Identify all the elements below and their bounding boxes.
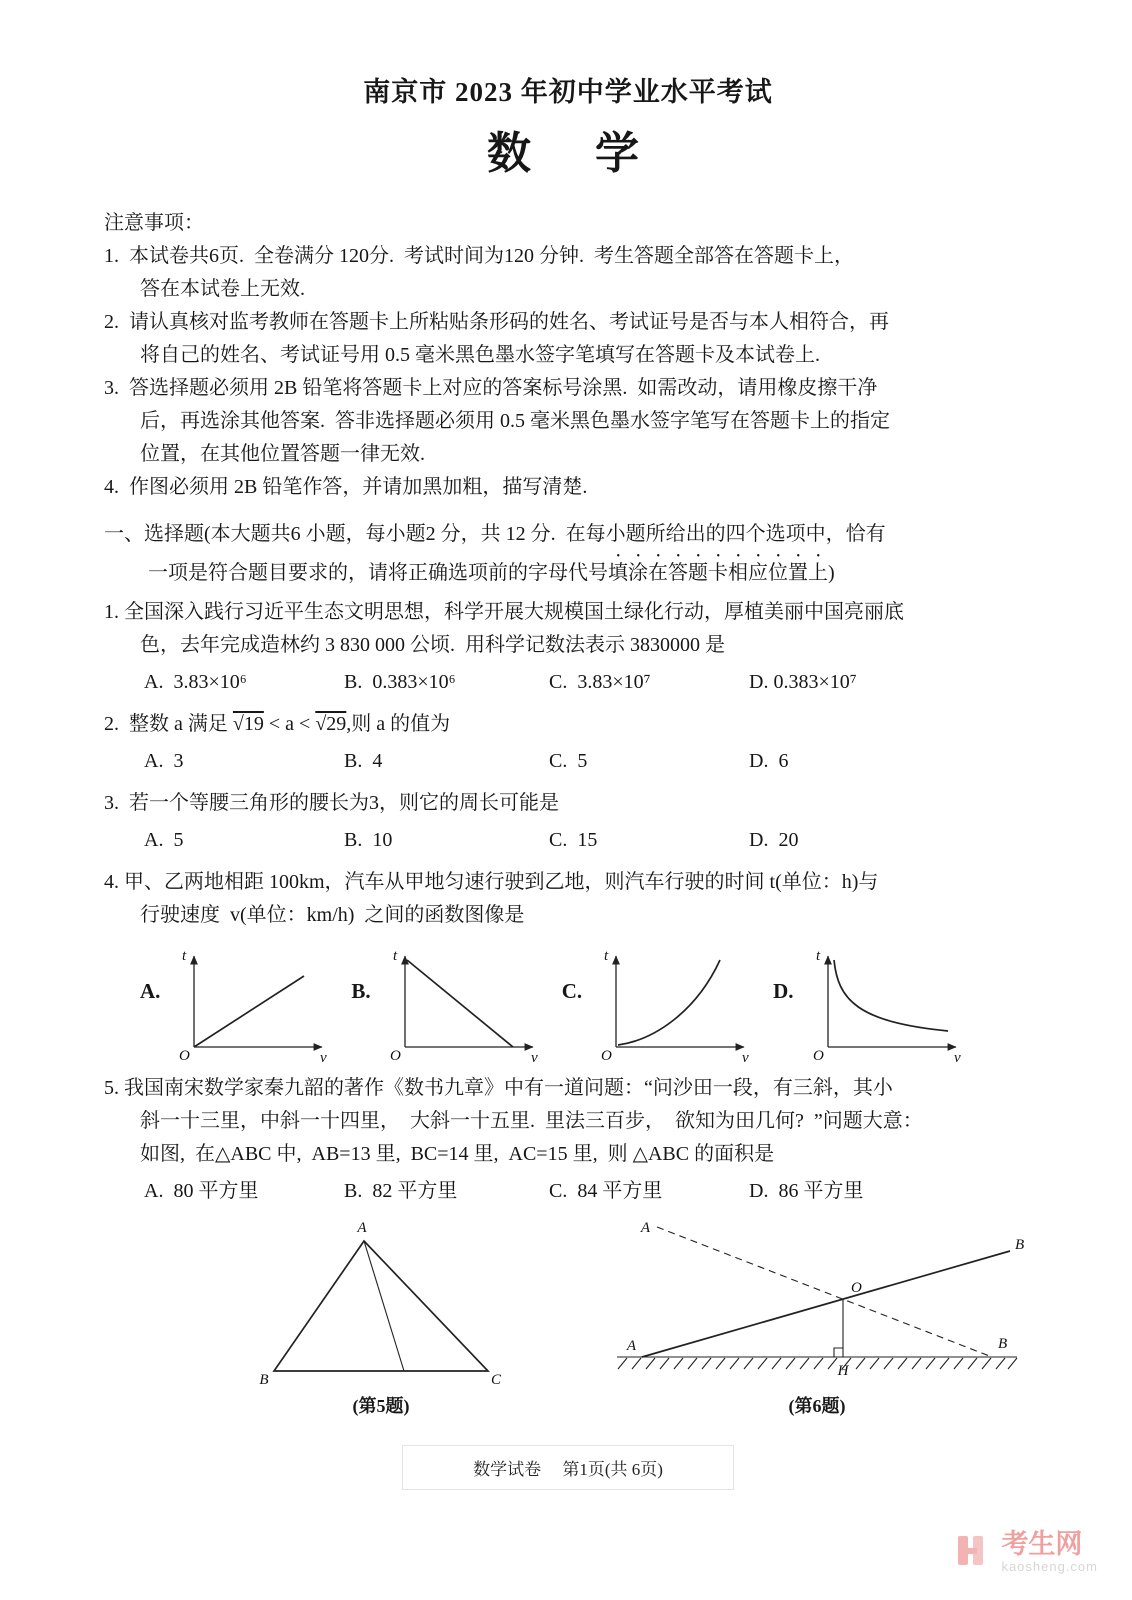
watermark-brand: 考生网 [1001,1529,1083,1559]
q4-graph-option-b [351,944,547,1066]
triangle-vertex-b-label: B [259,1372,269,1388]
figure-question-6 [602,1219,1032,1419]
fig6-point-a-bottom-label: A [626,1338,636,1354]
notice-3-line-2: 后，再选涂其他答案. 答非选择题必须用 0.5 毫米黑色墨水签字笔写在答题卡上的指定 [140,410,890,432]
fig6-point-b-top-label: B [1015,1237,1025,1253]
watermark-text [1001,1529,1098,1574]
origin-label: O [389,1048,401,1064]
convex-increasing-graph [584,944,759,1066]
v-axis-label: v [953,1050,961,1066]
q2-option-d: D. 6 [749,750,789,772]
q1-option-a: A. 3.83×10⁶ [144,671,247,693]
fig6-point-o-label: O [851,1280,862,1296]
question-1-text-line-1: 1. 全国深入践行习近平生态文明思想，科学开展大规模国土绿化行动，厚植美丽中国亮丽底 [104,601,904,623]
q1-option-d: D. 0.383×10⁷ [749,671,857,693]
section-1-heading-emphasized: 填涂在答题卡相应位置上 [608,562,828,584]
section-1-heading-line-2 [104,551,1032,590]
q4-graph-d-label: D. [773,978,794,1003]
question-4-text-line-2: 行驶速度 v(单位：km/h) 之间的函数图像是 [140,904,525,926]
figure-question-5 [256,1219,506,1419]
q4-graph-b-label: B. [351,978,371,1003]
q4-graph-c-label: C. [561,978,583,1003]
question-1-text-line-2: 色，去年完成造林约 3 830 000 公顷. 用科学记数法表示 3830000 是 [140,634,725,656]
section-1-heading-close: ) [828,562,835,584]
origin-label: O [179,1048,191,1064]
question-3-text: 3. 若一个等腰三角形的腰长为3，则它的周长可能是 [104,792,559,814]
origin-label: O [601,1048,612,1064]
notice-2-line-1: 2. 请认真核对监考教师在答题卡上所粘贴条形码的姓名、考试证号是否与本人相符合，再 [104,311,889,333]
notice-1-line-1: 1. 本试卷共6页. 全卷满分 120分. 考试时间为120 分钟. 考生答题全部答在答题卡上， [104,245,854,267]
question-2-options [104,741,1032,781]
question-1 [104,596,1032,702]
figure-6-caption: (第6题) [788,1396,846,1416]
q3-option-a: A. 5 [144,829,184,851]
q4-graph-option-d [773,944,970,1066]
section-1-heading-part: 一项是符合题目要求的，请将正确选项前的字母代号 [148,562,608,584]
q5-option-c: C. 84 平方里 [549,1180,663,1202]
v-axis-label: v [320,1050,328,1066]
question-3-options [104,820,1032,860]
question-1-options [104,662,1032,702]
q5-option-a: A. 80 平方里 [144,1180,259,1202]
notice-4-line-1: 4. 作图必须用 2B 铅笔作答，并请加黑加粗，描写清楚. [104,476,588,498]
origin-label: O [812,1048,824,1064]
q2-option-c: C. 5 [549,750,588,772]
linear-decreasing-graph [373,944,548,1066]
question-5-options [104,1171,1032,1211]
figure-5-caption: (第5题) [352,1396,410,1416]
t-axis-label: t [392,948,397,964]
sqrt-29-expression: √29 [315,713,347,735]
v-axis-label: v [530,1050,538,1066]
q2-text-suffix: ,则 a 的值为 [346,713,451,735]
triangle-abc-figure [256,1219,506,1387]
q2-text-prefix: 2. 整数 a 满足 [104,713,233,735]
t-axis-label: t [815,948,820,964]
fig6-point-b-bottom-label: B [998,1336,1008,1352]
q1-option-c: C. 3.83×10⁷ [549,671,651,693]
question-5 [104,1072,1032,1211]
watermark-domain: kaosheng.com [1001,1559,1098,1574]
notice-3-line-1: 3. 答选择题必须用 2B 铅笔将答题卡上对应的答案标号涂黑. 如需改动，请用橡皮擦干净 [104,377,878,399]
sqrt-19-expression: √19 [232,713,264,735]
v-axis-label: v [742,1050,749,1066]
notice-2-line-2: 将自己的姓名、考试证号用 0.5 毫米黑色墨水签字笔填写在答题卡及本试卷上. [140,344,820,366]
kaosheng-watermark [956,1529,1098,1574]
q2-option-b: B. 4 [344,750,383,772]
question-5-text-line-3: 如图, 在△ABC 中, AB=13 里, BC=14 里, AC=15 里, 则 △ABC 的面积是 [140,1143,775,1165]
q3-option-b: B. 10 [344,829,393,851]
question-4-text-line-1: 4. 甲、乙两地相距 100km，汽车从甲地匀速行驶到乙地，则汽车行驶的时间 t(单位：h)与 [104,871,879,893]
question-5-text-line-2: 斜一十三里，中斜一十四里， 大斜一十五里. 里法三百步， 欲知为田几何? ”问题大意： [140,1110,923,1132]
page-footer: 数学试卷 第1页(共 6页) [402,1445,734,1490]
figures-row [104,1219,1032,1419]
question-2 [104,708,1032,781]
q4-graph-a-label: A. [140,978,161,1003]
linear-increasing-graph [162,944,337,1066]
q2-text-mid: < a < [263,713,316,735]
q3-option-d: D. 20 [749,829,799,851]
q5-option-b: B. 82 平方里 [344,1180,458,1202]
hyperbola-decreasing-graph [796,944,971,1066]
q2-option-a: A. 3 [144,750,184,772]
triangle-vertex-c-label: C [490,1372,502,1388]
question-2-text [104,708,1032,741]
notices-heading: 注意事项： [104,212,204,234]
q4-graph-option-c [562,944,759,1066]
question-3 [104,787,1032,860]
notice-1-line-2: 答在本试卷上无效. [140,278,305,300]
question-4 [104,866,1032,1066]
q4-graph-option-a [140,944,337,1066]
t-axis-label: t [182,948,187,964]
t-axis-label: t [604,948,609,964]
q3-option-c: C. 15 [549,829,598,851]
question-4-graphs [140,944,1032,1066]
q1-option-b: B. 0.383×10⁶ [344,671,456,693]
section-1-heading-line-1: 一、选择题(本大题共6 小题，每小题2 分，共 12 分. 在每小题所给出的四个选项中，恰有 [104,523,886,545]
intersecting-lines-figure [602,1219,1032,1387]
question-5-text-line-1: 5. 我国南宋数学家秦九韶的著作《数书九章》中有一道问题：“问沙田一段，有三斜，其小 [104,1077,893,1099]
exam-subject: 数 学 [487,129,649,178]
exam-title: 南京市 2023 年初中学业水平考试 [363,77,773,107]
kaosheng-logo-icon [956,1529,992,1569]
fig6-point-a-top-label: A [640,1220,650,1236]
fig6-point-h-label: H [837,1363,849,1379]
notice-3-line-3: 位置，在其他位置答题一律无效. [140,443,425,465]
q5-option-d: D. 86 平方里 [749,1180,864,1202]
triangle-vertex-a-label: A [357,1220,367,1236]
